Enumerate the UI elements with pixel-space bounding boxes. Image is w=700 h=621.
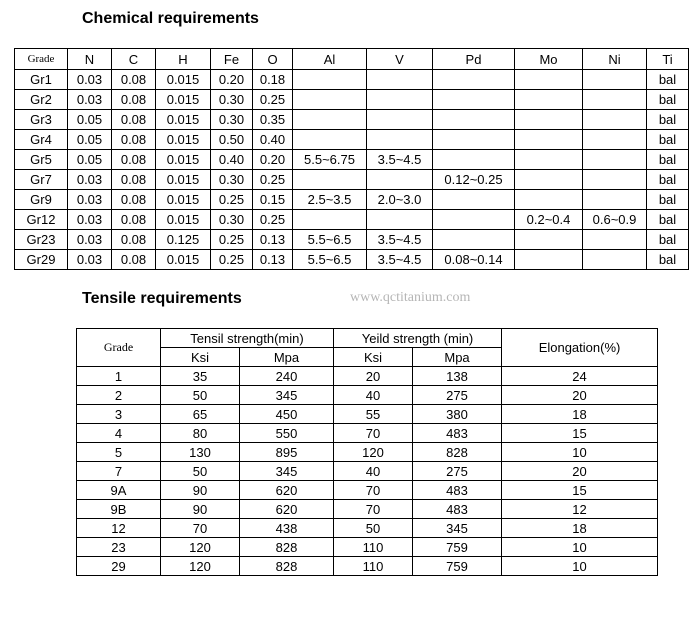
table-cell: 55 bbox=[334, 405, 413, 424]
table-cell: 895 bbox=[240, 443, 334, 462]
table-row bbox=[77, 481, 658, 500]
table-row bbox=[77, 443, 658, 462]
grade-cell: 29 bbox=[77, 557, 161, 576]
table-cell: 0.03 bbox=[68, 90, 112, 110]
table-cell bbox=[367, 130, 433, 150]
table-cell: 0.18 bbox=[253, 70, 293, 90]
table-cell: 0.05 bbox=[68, 110, 112, 130]
grade-cell: Gr1 bbox=[15, 70, 68, 90]
table-cell bbox=[433, 230, 515, 250]
table-cell: 0.03 bbox=[68, 190, 112, 210]
table-cell: 24 bbox=[502, 367, 658, 386]
table-cell: 275 bbox=[413, 386, 502, 405]
table-row bbox=[15, 150, 689, 170]
table-cell: 0.08~0.14 bbox=[433, 250, 515, 270]
yield-mpa-header: Mpa bbox=[413, 348, 502, 367]
table-cell: 0.03 bbox=[68, 170, 112, 190]
table-cell: 0.25 bbox=[253, 90, 293, 110]
table-cell: 0.03 bbox=[68, 230, 112, 250]
table-cell: 40 bbox=[334, 386, 413, 405]
table-cell: 120 bbox=[161, 538, 240, 557]
table-cell: 828 bbox=[240, 557, 334, 576]
table-cell bbox=[583, 110, 647, 130]
table-cell: 80 bbox=[161, 424, 240, 443]
table-cell bbox=[515, 130, 583, 150]
table-cell: 35 bbox=[161, 367, 240, 386]
yield-strength-header: Yeild strength (min) bbox=[334, 329, 502, 348]
elongation-header: Elongation(%) bbox=[502, 329, 658, 367]
grade-cell: Gr5 bbox=[15, 150, 68, 170]
table-cell bbox=[515, 250, 583, 270]
table-cell: bal bbox=[647, 230, 689, 250]
table-cell: 0.20 bbox=[253, 150, 293, 170]
table-row bbox=[77, 367, 658, 386]
grade-column-header: Grade bbox=[15, 49, 68, 70]
table-cell: 40 bbox=[334, 462, 413, 481]
table-row bbox=[15, 90, 689, 110]
element-column-header: Pd bbox=[433, 49, 515, 70]
grade-cell: Gr3 bbox=[15, 110, 68, 130]
grade-cell: Gr23 bbox=[15, 230, 68, 250]
table-cell bbox=[515, 190, 583, 210]
table-cell bbox=[293, 70, 367, 90]
table-cell bbox=[583, 250, 647, 270]
table-cell: 10 bbox=[502, 538, 658, 557]
table-cell: 0.30 bbox=[211, 90, 253, 110]
table-cell: 759 bbox=[413, 557, 502, 576]
table-cell: 0.30 bbox=[211, 110, 253, 130]
table-cell: 0.05 bbox=[68, 130, 112, 150]
tensile-header-row-1 bbox=[77, 329, 658, 348]
table-cell bbox=[367, 210, 433, 230]
table-cell bbox=[515, 150, 583, 170]
chemical-requirements-table bbox=[14, 48, 689, 270]
grade-cell: Gr4 bbox=[15, 130, 68, 150]
table-cell: 10 bbox=[502, 443, 658, 462]
table-cell: 828 bbox=[240, 538, 334, 557]
table-cell: 0.6~0.9 bbox=[583, 210, 647, 230]
grade-column-header: Grade bbox=[77, 329, 161, 367]
table-cell: 15 bbox=[502, 481, 658, 500]
table-cell: 0.25 bbox=[253, 210, 293, 230]
table-cell: 0.015 bbox=[156, 130, 211, 150]
tensile-strength-header: Tensil strength(min) bbox=[161, 329, 334, 348]
table-cell: 0.12~0.25 bbox=[433, 170, 515, 190]
grade-cell: Gr7 bbox=[15, 170, 68, 190]
table-cell: 110 bbox=[334, 538, 413, 557]
grade-cell: 23 bbox=[77, 538, 161, 557]
table-cell bbox=[583, 150, 647, 170]
table-cell: 0.08 bbox=[112, 190, 156, 210]
element-column-header: N bbox=[68, 49, 112, 70]
tensile-requirements-table bbox=[76, 328, 658, 576]
grade-cell: 2 bbox=[77, 386, 161, 405]
table-cell: 620 bbox=[240, 481, 334, 500]
yield-ksi-header: Ksi bbox=[334, 348, 413, 367]
grade-cell: 1 bbox=[77, 367, 161, 386]
tensile-ksi-header: Ksi bbox=[161, 348, 240, 367]
table-cell: bal bbox=[647, 70, 689, 90]
table-cell: 20 bbox=[502, 386, 658, 405]
table-cell: bal bbox=[647, 150, 689, 170]
table-cell bbox=[583, 170, 647, 190]
table-cell: 0.25 bbox=[211, 230, 253, 250]
table-cell: 0.30 bbox=[211, 210, 253, 230]
element-column-header: Mo bbox=[515, 49, 583, 70]
table-cell: 5.5~6.5 bbox=[293, 250, 367, 270]
table-cell: 18 bbox=[502, 519, 658, 538]
table-cell bbox=[367, 170, 433, 190]
table-row bbox=[77, 519, 658, 538]
grade-cell: 9A bbox=[77, 481, 161, 500]
table-cell: 0.015 bbox=[156, 170, 211, 190]
element-column-header: Al bbox=[293, 49, 367, 70]
table-cell bbox=[583, 130, 647, 150]
table-cell: 90 bbox=[161, 481, 240, 500]
table-cell: 0.30 bbox=[211, 170, 253, 190]
element-column-header: Ni bbox=[583, 49, 647, 70]
table-cell: 10 bbox=[502, 557, 658, 576]
table-cell: 50 bbox=[334, 519, 413, 538]
grade-cell: 9B bbox=[77, 500, 161, 519]
table-cell bbox=[583, 70, 647, 90]
table-cell: 438 bbox=[240, 519, 334, 538]
table-cell: 5.5~6.5 bbox=[293, 230, 367, 250]
table-cell bbox=[433, 110, 515, 130]
table-row bbox=[15, 210, 689, 230]
grade-cell: 4 bbox=[77, 424, 161, 443]
table-cell bbox=[583, 230, 647, 250]
table-cell: bal bbox=[647, 190, 689, 210]
table-cell: 620 bbox=[240, 500, 334, 519]
table-row bbox=[77, 386, 658, 405]
table-cell: 0.40 bbox=[253, 130, 293, 150]
table-cell bbox=[293, 110, 367, 130]
table-cell: 0.015 bbox=[156, 110, 211, 130]
table-cell: bal bbox=[647, 210, 689, 230]
table-row bbox=[15, 250, 689, 270]
table-cell: 0.25 bbox=[211, 190, 253, 210]
grade-cell: 7 bbox=[77, 462, 161, 481]
table-cell: 0.015 bbox=[156, 190, 211, 210]
table-cell bbox=[433, 90, 515, 110]
table-row bbox=[15, 170, 689, 190]
table-cell: 759 bbox=[413, 538, 502, 557]
table-row bbox=[15, 70, 689, 90]
table-cell: 0.08 bbox=[112, 70, 156, 90]
table-cell: 380 bbox=[413, 405, 502, 424]
table-cell: 828 bbox=[413, 443, 502, 462]
table-cell: 0.08 bbox=[112, 130, 156, 150]
table-cell: 0.015 bbox=[156, 90, 211, 110]
table-cell: 275 bbox=[413, 462, 502, 481]
table-cell bbox=[515, 230, 583, 250]
table-cell: 483 bbox=[413, 500, 502, 519]
table-cell: 0.35 bbox=[253, 110, 293, 130]
table-cell: 2.5~3.5 bbox=[293, 190, 367, 210]
table-cell: 450 bbox=[240, 405, 334, 424]
table-cell: 0.015 bbox=[156, 210, 211, 230]
element-column-header: O bbox=[253, 49, 293, 70]
table-cell: 0.08 bbox=[112, 110, 156, 130]
table-cell: 0.05 bbox=[68, 150, 112, 170]
table-cell: 70 bbox=[334, 424, 413, 443]
table-cell: 3.5~4.5 bbox=[367, 250, 433, 270]
table-cell: 3.5~4.5 bbox=[367, 150, 433, 170]
table-cell: 138 bbox=[413, 367, 502, 386]
table-cell: 20 bbox=[334, 367, 413, 386]
element-column-header: H bbox=[156, 49, 211, 70]
grade-cell: Gr2 bbox=[15, 90, 68, 110]
table-cell: 0.50 bbox=[211, 130, 253, 150]
table-cell: 0.40 bbox=[211, 150, 253, 170]
table-cell: 20 bbox=[502, 462, 658, 481]
table-cell: 0.015 bbox=[156, 70, 211, 90]
table-cell: 240 bbox=[240, 367, 334, 386]
table-cell: 0.25 bbox=[211, 250, 253, 270]
table-cell: 0.03 bbox=[68, 250, 112, 270]
table-cell: 345 bbox=[413, 519, 502, 538]
table-cell: 345 bbox=[240, 462, 334, 481]
table-row bbox=[15, 190, 689, 210]
chemical-requirements-title: Chemical requirements bbox=[82, 10, 259, 27]
table-row bbox=[77, 424, 658, 443]
table-cell: 345 bbox=[240, 386, 334, 405]
table-cell: 0.25 bbox=[253, 170, 293, 190]
table-row bbox=[15, 110, 689, 130]
table-cell: 0.03 bbox=[68, 210, 112, 230]
table-cell: 0.08 bbox=[112, 170, 156, 190]
table-cell: 0.08 bbox=[112, 230, 156, 250]
tensile-requirements-title: Tensile requirements bbox=[82, 290, 242, 307]
table-row bbox=[77, 538, 658, 557]
element-column-header: V bbox=[367, 49, 433, 70]
table-cell bbox=[433, 190, 515, 210]
table-cell: 120 bbox=[161, 557, 240, 576]
table-cell: 65 bbox=[161, 405, 240, 424]
table-cell: 120 bbox=[334, 443, 413, 462]
table-cell: 50 bbox=[161, 462, 240, 481]
table-cell: 0.20 bbox=[211, 70, 253, 90]
grade-cell: 12 bbox=[77, 519, 161, 538]
table-cell: bal bbox=[647, 250, 689, 270]
table-cell: 0.015 bbox=[156, 150, 211, 170]
table-cell bbox=[433, 210, 515, 230]
table-cell: 3.5~4.5 bbox=[367, 230, 433, 250]
table-cell bbox=[367, 110, 433, 130]
table-cell: 483 bbox=[413, 424, 502, 443]
table-cell: 0.2~0.4 bbox=[515, 210, 583, 230]
table-cell bbox=[515, 90, 583, 110]
table-cell: 0.15 bbox=[253, 190, 293, 210]
table-row bbox=[77, 405, 658, 424]
table-cell: 70 bbox=[334, 481, 413, 500]
table-cell bbox=[293, 90, 367, 110]
table-row bbox=[77, 462, 658, 481]
table-cell: bal bbox=[647, 90, 689, 110]
element-column-header: Ti bbox=[647, 49, 689, 70]
table-cell bbox=[583, 90, 647, 110]
table-cell: 0.015 bbox=[156, 250, 211, 270]
tensile-mpa-header: Mpa bbox=[240, 348, 334, 367]
table-row bbox=[15, 230, 689, 250]
table-cell: 90 bbox=[161, 500, 240, 519]
table-cell: bal bbox=[647, 130, 689, 150]
element-column-header: C bbox=[112, 49, 156, 70]
table-cell bbox=[515, 170, 583, 190]
table-cell bbox=[433, 70, 515, 90]
table-cell: 15 bbox=[502, 424, 658, 443]
table-cell: 2.0~3.0 bbox=[367, 190, 433, 210]
table-cell: 18 bbox=[502, 405, 658, 424]
table-cell: 70 bbox=[334, 500, 413, 519]
element-column-header: Fe bbox=[211, 49, 253, 70]
table-cell: 0.08 bbox=[112, 90, 156, 110]
table-cell bbox=[433, 150, 515, 170]
grade-cell: Gr9 bbox=[15, 190, 68, 210]
table-cell bbox=[583, 190, 647, 210]
table-cell: 0.08 bbox=[112, 250, 156, 270]
grade-cell: Gr12 bbox=[15, 210, 68, 230]
table-cell: 0.03 bbox=[68, 70, 112, 90]
table-cell bbox=[367, 70, 433, 90]
table-row bbox=[77, 500, 658, 519]
table-row bbox=[77, 557, 658, 576]
table-row bbox=[15, 130, 689, 150]
table-cell bbox=[433, 130, 515, 150]
table-cell: 0.13 bbox=[253, 250, 293, 270]
table-cell: 550 bbox=[240, 424, 334, 443]
table-cell: 0.125 bbox=[156, 230, 211, 250]
table-cell bbox=[293, 130, 367, 150]
table-cell bbox=[367, 90, 433, 110]
table-cell: 12 bbox=[502, 500, 658, 519]
table-cell: 50 bbox=[161, 386, 240, 405]
table-cell: bal bbox=[647, 170, 689, 190]
table-cell: 70 bbox=[161, 519, 240, 538]
table-cell: 130 bbox=[161, 443, 240, 462]
grade-cell: 3 bbox=[77, 405, 161, 424]
table-cell: 110 bbox=[334, 557, 413, 576]
table-cell: 0.08 bbox=[112, 150, 156, 170]
table-cell: 0.08 bbox=[112, 210, 156, 230]
grade-cell: 5 bbox=[77, 443, 161, 462]
table-cell bbox=[515, 70, 583, 90]
chemical-header-row bbox=[15, 49, 689, 70]
table-cell bbox=[293, 170, 367, 190]
table-cell bbox=[515, 110, 583, 130]
table-cell: 483 bbox=[413, 481, 502, 500]
table-cell: bal bbox=[647, 110, 689, 130]
table-cell bbox=[293, 210, 367, 230]
watermark-text: www.qctitanium.com bbox=[350, 290, 471, 305]
table-cell: 5.5~6.75 bbox=[293, 150, 367, 170]
grade-cell: Gr29 bbox=[15, 250, 68, 270]
table-cell: 0.13 bbox=[253, 230, 293, 250]
